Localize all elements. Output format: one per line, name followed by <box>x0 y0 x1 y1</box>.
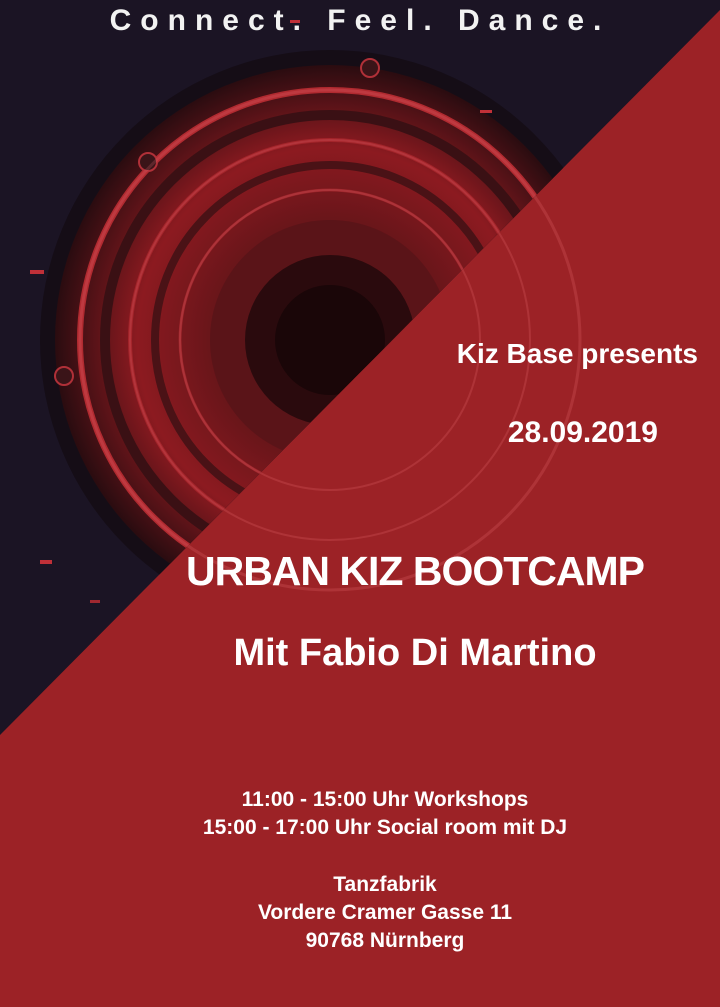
venue-address <box>0 871 720 955</box>
event-title: URBAN KIZ BOOTCAMP <box>185 548 645 594</box>
schedule <box>0 786 720 842</box>
tagline: Connect. Feel. Dance. <box>109 4 611 37</box>
event-subtitle: Mit Fabio Di Martino <box>233 632 597 674</box>
event-date: 28.09.2019 <box>507 416 658 449</box>
presenter-text: Kiz Base presents <box>456 338 698 369</box>
schedule-item: 11:00 - 15:00 Uhr Workshops <box>241 788 529 811</box>
venue-street: Vordere Cramer Gasse 11 <box>257 901 513 924</box>
venue-city: 90768 Nürnberg <box>305 929 465 952</box>
schedule-item: 15:00 - 17:00 Uhr Social room mit DJ <box>202 816 568 839</box>
venue-name: Tanzfabrik <box>333 873 437 896</box>
